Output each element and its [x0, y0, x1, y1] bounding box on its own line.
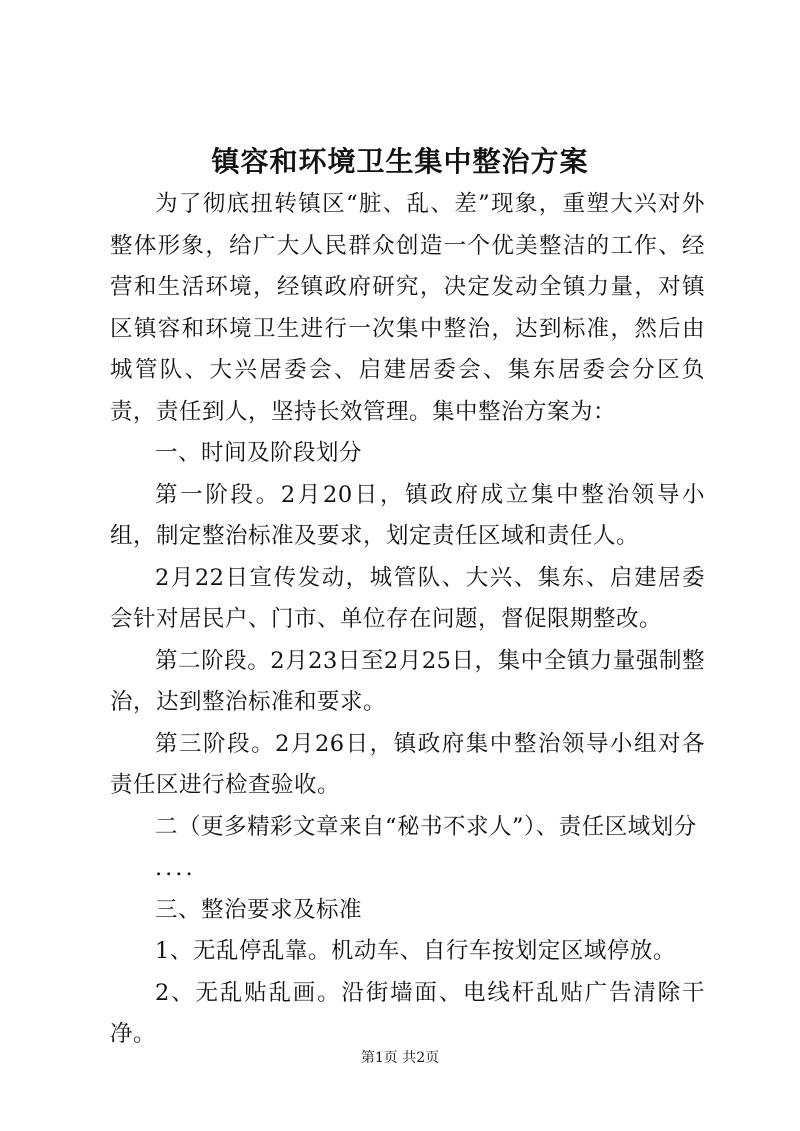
page-footer: 第1页 共2页 — [360, 1050, 440, 1066]
stage-three-paragraph: 第三阶段。2月26日，镇政府集中整治领导小组对各责任区进行检查验收。 — [110, 730, 705, 798]
requirement-item-1: 1、无乱停乱靠。机动车、自行车按划定区域停放。 — [155, 938, 676, 964]
requirement-item-2: 2、无乱贴乱画。沿街墙面、电线杆乱贴广告清除干净。 — [110, 979, 705, 1047]
stage-one-paragraph: 第一阶段。2月20日，镇政府成立集中整治领导小组，制定整治标准及要求，划定责任区域和责任人。 — [110, 481, 705, 549]
section-heading-area: 二（更多精彩文章来自“秘书不求人”）、责任区域划分 — [155, 813, 697, 840]
publicity-paragraph: 2月22日宣传发动，城管队、大兴、集东、启建居委会针对居民户、门市、单位存在问题，督促限期整改。 — [110, 564, 705, 632]
section-heading-requirements: 三、整治要求及标准 — [155, 896, 363, 923]
intro-paragraph: 为了彻底扭转镇区“脏、乱、差”现象，重塑大兴对外整体形象，给广大人民群众创造一个优美整洁的工作、经营和生活环境，经镇政府研究，决定发动全镇力量，对镇区镇容和环境卫生进行一次集中整治，达到标准，然后由城管队、大兴居委会、启建居委会、集东居委会分区负责，责任到人，坚持长效管理。集中整治方案为： — [110, 191, 705, 425]
ellipsis-paragraph: .... — [155, 855, 196, 881]
document-title: 镇容和环境卫生集中整治方案 — [211, 145, 589, 178]
stage-two-paragraph: 第二阶段。2月23日至2月25日，集中全镇力量强制整治，达到整治标准和要求。 — [110, 647, 705, 715]
document-body — [110, 184, 705, 1056]
section-heading-time: 一、时间及阶段划分 — [155, 440, 363, 466]
